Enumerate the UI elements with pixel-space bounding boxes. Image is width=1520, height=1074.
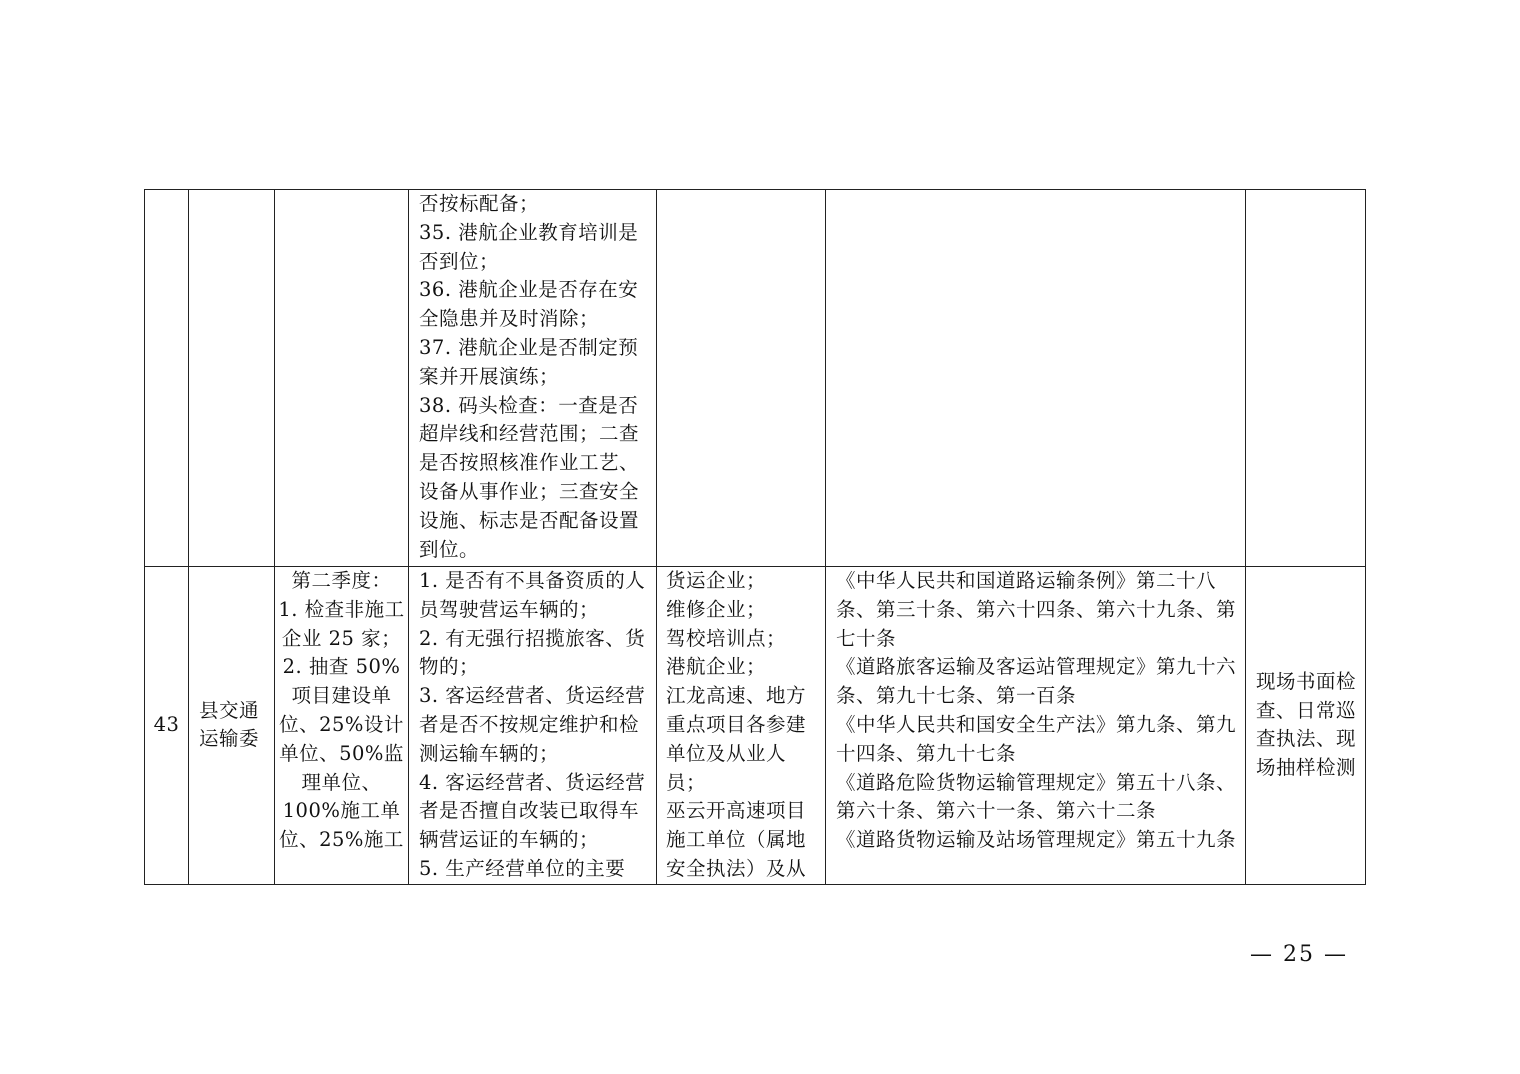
cell-items (409, 567, 657, 885)
cell-plan (275, 190, 409, 567)
cell-plan (275, 567, 409, 885)
cell-department (189, 567, 275, 885)
cell-department (189, 190, 275, 567)
page-number: — 25 — (1250, 942, 1348, 967)
cell-basis (826, 190, 1246, 567)
cell-items (409, 190, 657, 567)
legal-basis-text: 《中华人民共和国道路运输条例》第二十八条、第三十条、第六十四条、第六十九条、第七十条 《道路旅客运输及客运站管理规定》第九十六条、第九十七条、第一百条 《中华人民共和国安全生产法》第九条、第九十四条、第九十七条 《道路危险货物运输管理规定》第五十八条、第六十条、第六十一条、第六十二条 《道路货物运输及站场管理规定》第五十九条 (836, 569, 1237, 852)
cell-num (145, 567, 189, 885)
table-row (145, 567, 1366, 885)
department-name: 县交通运输委 (199, 698, 260, 751)
row-number: 43 (153, 712, 180, 736)
cell-method (1246, 567, 1366, 885)
cell-objects (657, 567, 826, 885)
inspection-method-text: 现场书面检查、日常巡查执法、现场抽样检测 (1256, 669, 1357, 780)
cell-objects (657, 190, 826, 567)
inspection-items-text: 1. 是否有不具备资质的人员驾驶营运车辆的； 2. 有无强行招揽旅客、货物的； 3. 客运经营者、货运经营者是否不按规定维护和检测运输车辆的； 4. 客运经营者、货运经营者是否擅自改装已取得车辆营运证的车辆的； 5. 生产经营单位的主要 (419, 569, 646, 880)
cell-basis (826, 567, 1246, 885)
cell-num (145, 190, 189, 567)
inspection-plan-table (144, 189, 1366, 885)
cell-method (1246, 190, 1366, 567)
table-row (145, 190, 1366, 567)
plan-text: 第二季度： 1. 检查非施工企业 25 家； 2. 抽查 50%项目建设单位、25%设计单位、50%监理单位、100%施工单位、25%施工 (278, 569, 405, 852)
inspection-objects-text: 货运企业； 维修企业； 驾校培训点； 港航企业； 江龙高速、地方重点项目各参建单位及从业人员； 巫云开高速项目施工单位（属地安全执法）及从 (666, 569, 807, 880)
inspection-items-text: 否按标配备； 35. 港航企业教育培训是否到位； 36. 港航企业是否存在安全隐患并及时消除； 37. 港航企业是否制定预案并开展演练； 38. 码头检查：一查是否超岸线和经营范围；二查是否按照核准作业工艺、设备从事作业；三查安全设施、标志是否配备设置到位。 (419, 192, 640, 561)
